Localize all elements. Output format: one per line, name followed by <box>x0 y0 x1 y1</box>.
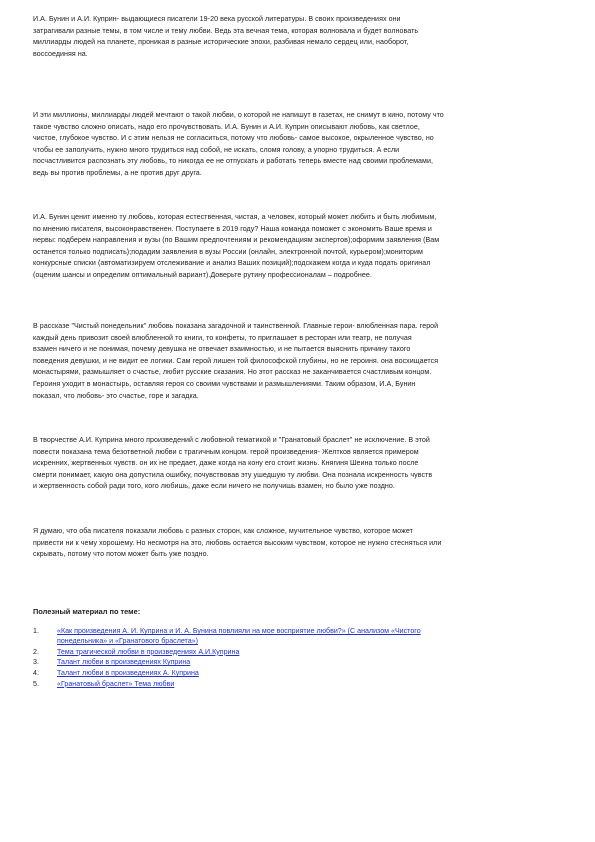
list-item <box>33 647 563 657</box>
paragraph-bunin-values: И.А. Бунин ценит именно ту любовь, которая естественная, чистая, а человек, который может любить и быть любимым, по мнению писателя, высоконравственен. Поступаете в 2019 году? Наша команда поможет с экономить Ваше время и нервы: подберем направления и вузы (по Вашим предпочтениям и рекомендациям экспертов);оформим заявления (Вам останется только подписать);подадим заявления в вузы России (онлайн, электронной почтой, курьером);мониторим конкурсные списки (автоматизируем отслеживание и анализ Ваших позиций);подскажем когда и куда подать оригинал (оценим шансы и определим оптимальный вариант).Доверьте рутину профессионалам – подробнее. <box>33 213 440 279</box>
list-item <box>33 626 563 646</box>
paragraph-clean-monday: В рассказе "Чистый понедельник" любовь показана загадочной и таинственной. Главные герои- влюбленная пара. герой каждый день привозит своей влюбленной то книги, то конфеты, то приглашает в ресторан или театр, не получая взамен ничего и не понимая, почему девушка не отвечает взаимностью, и не пытается выяснить причину такого поведения девушки, и не видит ее логики. Сам герой лишен той философской глубины, но не героиня. она восхищается монастырями, размышляет о счастье, любит русские сказания. Но этот рассказ не заканчивается счастливым концом. Героиня уходит в монастырь, оставляя героя со своими чувствами и размышлениями. Таким образом, И.А, Бунин показал, что любовь- это счастье, горе и загадка. <box>33 322 439 400</box>
related-link[interactable]: Тема трагической любви в произведениях А.И.Куприна <box>57 647 240 656</box>
list-item-number: 3. <box>33 658 39 667</box>
related-link[interactable]: «Гранатовый браслет» Тема любви <box>57 679 175 688</box>
list-item <box>33 668 563 678</box>
related-links-list <box>33 626 563 689</box>
list-item <box>33 657 563 667</box>
paragraph-intro: И.А. Бунин и А.И. Куприн- выдающиеся писатели 19-20 века русской литературы. В своих произведениях они затрагивали разные темы, в том числе и тему любви. Ведь эта вечная тема, которая волновала и будет волновать миллиарды людей на планете, проникая в разные исторические эпохи, разбивая немало сердец или, наоборот, воссоединяя на. <box>33 15 419 58</box>
paragraph-love-dream: И эти миллионы, миллиарды людей мечтают о такой любви, о которой не напишут в газетах, не снимут в кино, потому что такое чувство сложно описать, надо его прочувствовать. И.А. Бунин и А.И. Куприн описывают любовь, как светлое, чистое, глубокое чувство. И с этим нельзя не согласиться, потому что любовь- самое высокое, окрыленное чувство, но чтобы ее заполучить, нужно много трудиться над собой, не искать, сломя голову, а упорно трудиться. А если посчастливится распознать эту любовь, то никогда ее не отпускать и работать теперь вместе над своими проблемами, ведь вы против проблемы, а не против друг друга. <box>33 111 444 177</box>
related-materials-title: Полезный материал по теме: <box>33 607 141 616</box>
related-link[interactable]: Талант любви в произведениях Куприна <box>57 658 191 667</box>
related-link[interactable]: «Как произведения А. И. Куприна и И. А. Бунина повлияли на мое восприятие любви?» (С анализом «Чистого понедельника» и «Гранатового браслета») <box>57 627 421 646</box>
list-item-number: 5. <box>33 679 39 688</box>
list-item-number: 1. <box>33 627 39 635</box>
related-materials <box>33 607 563 689</box>
paragraph-garnet-bracelet: В творчестве А.И. Куприна много произведений с любовной тематикой и "Гранатовый браслет" не исключение. В этой повести показана тема безответной любви с трагичным концом. герой произведения- Желтков является примером искренних, жертвенных чувств. он их не предает, даже когда на кону его стоит жизнь. Княгиня Шеина только после смерти понимает, какую она допустила ошибку, почувствовав эту ушедшую ту любви. Она познала искренность чувств и жертвенность собой ради того, кого любишь, даже если ничего не получишь взамен, но было уже поздно. <box>33 436 433 491</box>
paragraph-conclusion: Я думаю, что оба писателя показали любовь с разных сторон, как сложное, мучительное чувство, которое может привести ни к чему хорошему. Но несмотря на это, любовь остается высоким чувством, которое не нужно стесняться или скрывать, потому что потом может быть уже поздно. <box>33 527 442 559</box>
related-link[interactable]: Талант любви в произведениях А. Куприна <box>57 668 199 677</box>
list-item-number: 2. <box>33 647 39 656</box>
list-item-number: 4. <box>33 668 39 677</box>
list-item <box>33 679 563 689</box>
